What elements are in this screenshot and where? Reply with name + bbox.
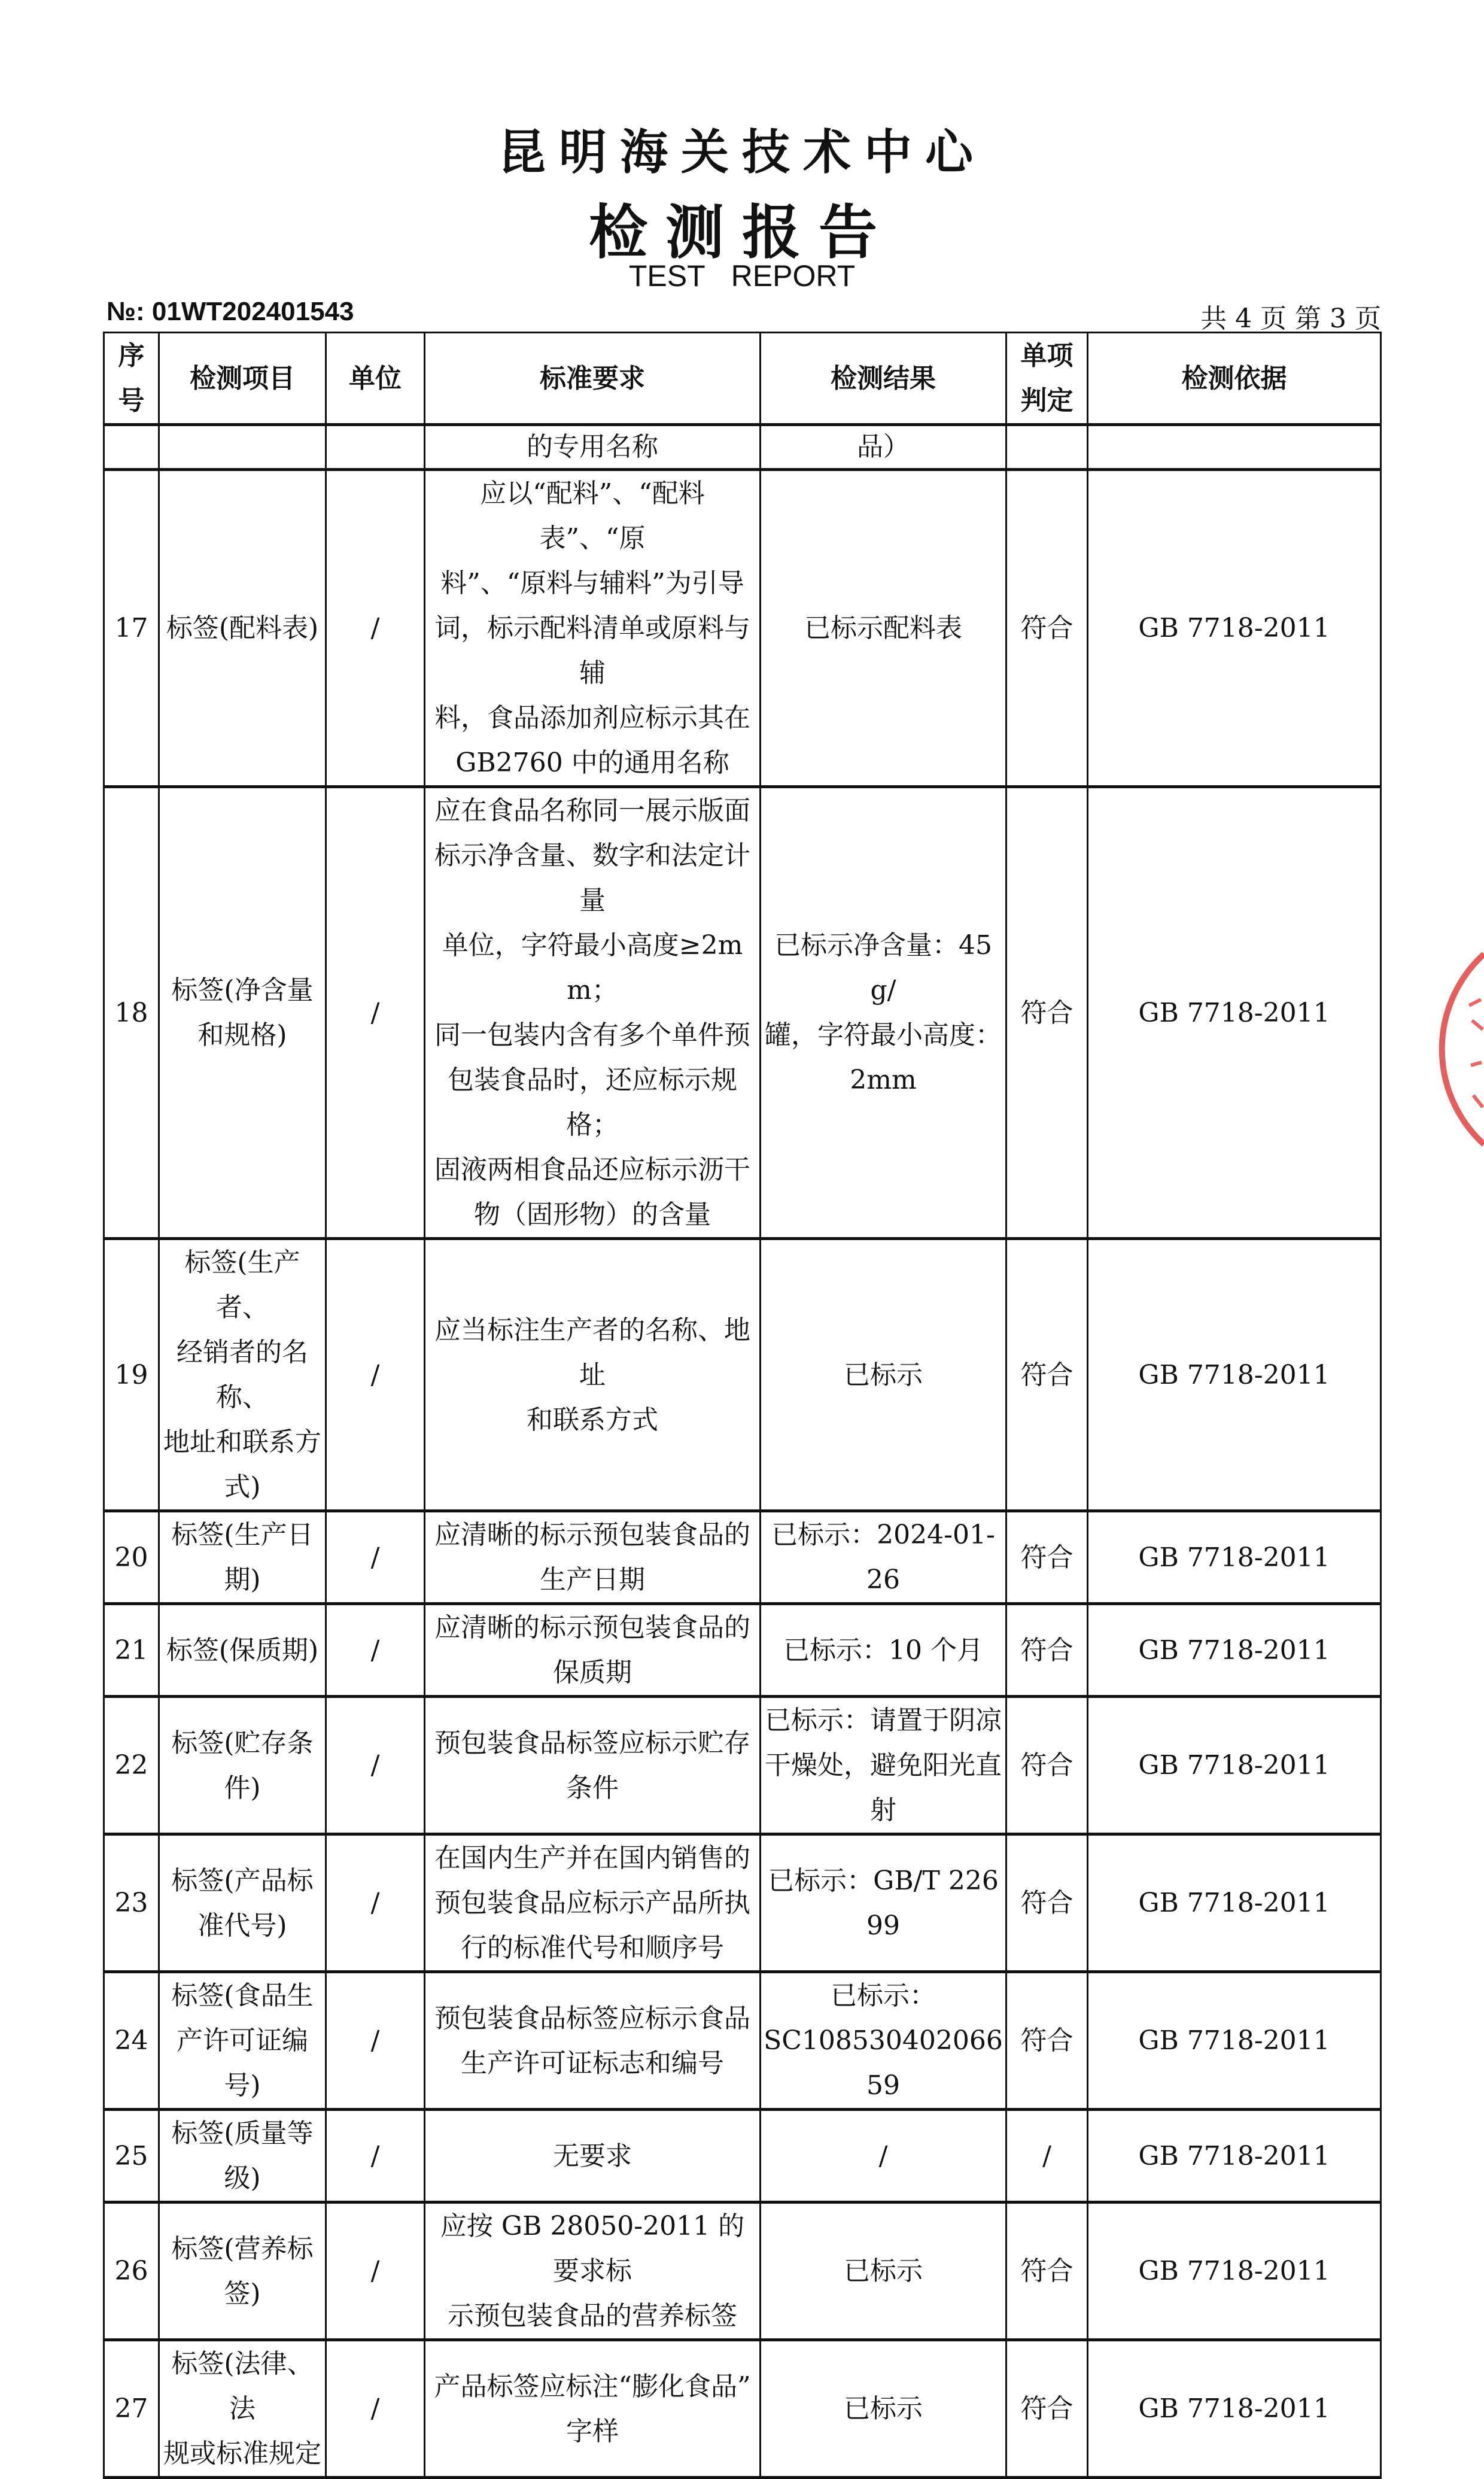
- table-cell: GB 7718-2011: [1088, 1604, 1381, 1697]
- table-cell: GB 7718-2011: [1088, 1511, 1381, 1604]
- table-cell: 已标示: [761, 2340, 1006, 2478]
- table-cell: 符合: [1006, 1239, 1088, 1511]
- table-cell: GB 7718-2011: [1088, 470, 1381, 787]
- table-cell: /: [326, 470, 425, 787]
- table-cell: 符合: [1006, 787, 1088, 1239]
- table-row: [104, 1972, 1381, 2110]
- table-row: [104, 2202, 1381, 2340]
- column-header: 单位: [326, 333, 425, 425]
- column-header: 检测项目: [159, 333, 326, 425]
- table-cell: 18: [104, 787, 159, 1239]
- table-cell: [1088, 425, 1381, 470]
- table-cell: /: [761, 2110, 1006, 2202]
- table-cell: 已标示：请置于阴凉 干燥处，避免阳光直 射: [761, 1697, 1006, 1834]
- table-cell: 标签(配料表): [159, 470, 326, 787]
- table-cell: 符合: [1006, 1697, 1088, 1834]
- table-cell: /: [326, 2110, 425, 2202]
- table-cell: 标签(质量等 级): [159, 2110, 326, 2202]
- table-row: [104, 1511, 1381, 1604]
- table-cell: 21: [104, 1604, 159, 1697]
- table-cell: /: [326, 1239, 425, 1511]
- table-cell: 已标示: [761, 1239, 1006, 1511]
- table-cell: 在国内生产并在国内销售的 预包装食品应标示产品所执 行的标准代号和顺序号: [425, 1834, 761, 1972]
- table-cell: 符合: [1006, 2340, 1088, 2478]
- table-cell: 应当标注生产者的名称、地址 和联系方式: [425, 1239, 761, 1511]
- table-cell: GB 7718-2011: [1088, 1697, 1381, 1834]
- table-cell: GB 7718-2011: [1088, 2202, 1381, 2340]
- results-table: [103, 332, 1382, 2479]
- report-subtitle: TEST REPORT: [628, 259, 856, 293]
- table-cell: 标签(生产者、 经销者的名称、 地址和联系方 式): [159, 1239, 326, 1511]
- table-cell: GB 7718-2011: [1088, 787, 1381, 1239]
- table-cell: 已标示：2024-01-26: [761, 1511, 1006, 1604]
- table-row: [104, 1239, 1381, 1511]
- table-row: [104, 470, 1381, 787]
- table-cell: 符合: [1006, 1511, 1088, 1604]
- table-row: [104, 1604, 1381, 1697]
- table-cell: 符合: [1006, 2202, 1088, 2340]
- table-cell: 已标示： SC10853040206659: [761, 1972, 1006, 2110]
- table-cell: 无要求: [425, 2110, 761, 2202]
- table-cell: 27: [104, 2340, 159, 2478]
- column-header: 序 号: [104, 333, 159, 425]
- table-cell: 已标示: [761, 2202, 1006, 2340]
- table-cell: 标签(法律、法 规或标准规定: [159, 2340, 326, 2478]
- table-cell: [104, 425, 159, 470]
- table-cell: 标签(净含量 和规格): [159, 787, 326, 1239]
- table-cell: 22: [104, 1697, 159, 1834]
- table-cell: /: [326, 1604, 425, 1697]
- report-number: №: 01WT202401543: [107, 297, 354, 326]
- seal-arc: [1442, 954, 1484, 1144]
- table-cell: 符合: [1006, 1972, 1088, 2110]
- column-header: 标准要求: [425, 333, 761, 425]
- table-cell: 26: [104, 2202, 159, 2340]
- table-cell: /: [1006, 2110, 1088, 2202]
- table-cell: 应清晰的标示预包装食品的 生产日期: [425, 1511, 761, 1604]
- table-cell: 的专用名称: [425, 425, 761, 470]
- table-cell: 已标示净含量：45g/ 罐，字符最小高度： 2mm: [761, 787, 1006, 1239]
- org-name: 昆明海关技术中心: [498, 124, 986, 180]
- table-cell: 19: [104, 1239, 159, 1511]
- table-cell: /: [326, 1511, 425, 1604]
- report-title: 检测报告: [588, 198, 895, 267]
- table-cell: 应清晰的标示预包装食品的 保质期: [425, 1604, 761, 1697]
- table-cell: 预包装食品标签应标示贮存 条件: [425, 1697, 761, 1834]
- table-cell: 25: [104, 2110, 159, 2202]
- table-cell: GB 7718-2011: [1088, 2340, 1381, 2478]
- table-cell: 标签(营养标 签): [159, 2202, 326, 2340]
- seal-glyph-fragment: [1469, 1000, 1483, 1107]
- table-cell: 标签(保质期): [159, 1604, 326, 1697]
- table-cell: 已标示：GB/T 22699: [761, 1834, 1006, 1972]
- table-row: [104, 2340, 1381, 2478]
- column-header: 单项 判定: [1006, 333, 1088, 425]
- table-cell: 标签(贮存条 件): [159, 1697, 326, 1834]
- table-cell: 符合: [1006, 1834, 1088, 1972]
- table-cell: 17: [104, 470, 159, 787]
- table-cell: 应以“配料”、“配料表”、“原 料”、“原料与辅料”为引导 词，标示配料清单或原料与辅 料，食品添加剂应标示其在 GB2760 中的通用名称: [425, 470, 761, 787]
- table-row: [104, 1834, 1381, 1972]
- page-info: 共 4 页 第 3 页: [1200, 303, 1381, 334]
- table-row: [104, 787, 1381, 1239]
- table-cell: GB 7718-2011: [1088, 1972, 1381, 2110]
- table-cell: /: [326, 2202, 425, 2340]
- table-header: [104, 333, 1381, 425]
- table-cell: 标签(产品标 准代号): [159, 1834, 326, 1972]
- table-cell: 23: [104, 1834, 159, 1972]
- table-cell: GB 7718-2011: [1088, 2110, 1381, 2202]
- table-cell: [159, 425, 326, 470]
- table-cell: 24: [104, 1972, 159, 2110]
- table-cell: 应在食品名称同一展示版面 标示净含量、数字和法定计量 单位，字符最小高度≥2mm； 同一包装内含有多个单件预 包装食品时，还应标示规格； 固液两相食品还应标示沥干 物（固形物）的含量: [425, 787, 761, 1239]
- table-row: [104, 1697, 1381, 1834]
- table-cell: [1006, 425, 1088, 470]
- table-cell: /: [326, 1834, 425, 1972]
- table-row: [104, 425, 1381, 470]
- table-cell: 品）: [761, 425, 1006, 470]
- table-cell: /: [326, 2340, 425, 2478]
- table-cell: 标签(食品生 产许可证编号): [159, 1972, 326, 2110]
- table-cell: 已标示配料表: [761, 470, 1006, 787]
- table-cell: /: [326, 1972, 425, 2110]
- table-cell: 预包装食品标签应标示食品 生产许可证标志和编号: [425, 1972, 761, 2110]
- table-cell: GB 7718-2011: [1088, 1239, 1381, 1511]
- table-cell: GB 7718-2011: [1088, 1834, 1381, 1972]
- table-cell: 标签(生产日 期): [159, 1511, 326, 1604]
- column-header: 检测结果: [761, 333, 1006, 425]
- table-cell: 符合: [1006, 470, 1088, 787]
- column-header: 检测依据: [1088, 333, 1381, 425]
- official-seal: [1436, 916, 1484, 1185]
- table-cell: 符合: [1006, 1604, 1088, 1697]
- table-row: [104, 2110, 1381, 2202]
- table-cell: [326, 425, 425, 470]
- table-cell: /: [326, 1697, 425, 1834]
- table-cell: 应按 GB 28050-2011 的要求标 示预包装食品的营养标签: [425, 2202, 761, 2340]
- table-cell: 已标示：10 个月: [761, 1604, 1006, 1697]
- table-cell: 20: [104, 1511, 159, 1604]
- table-cell: /: [326, 787, 425, 1239]
- table-cell: 产品标签应标注“膨化食品” 字样: [425, 2340, 761, 2478]
